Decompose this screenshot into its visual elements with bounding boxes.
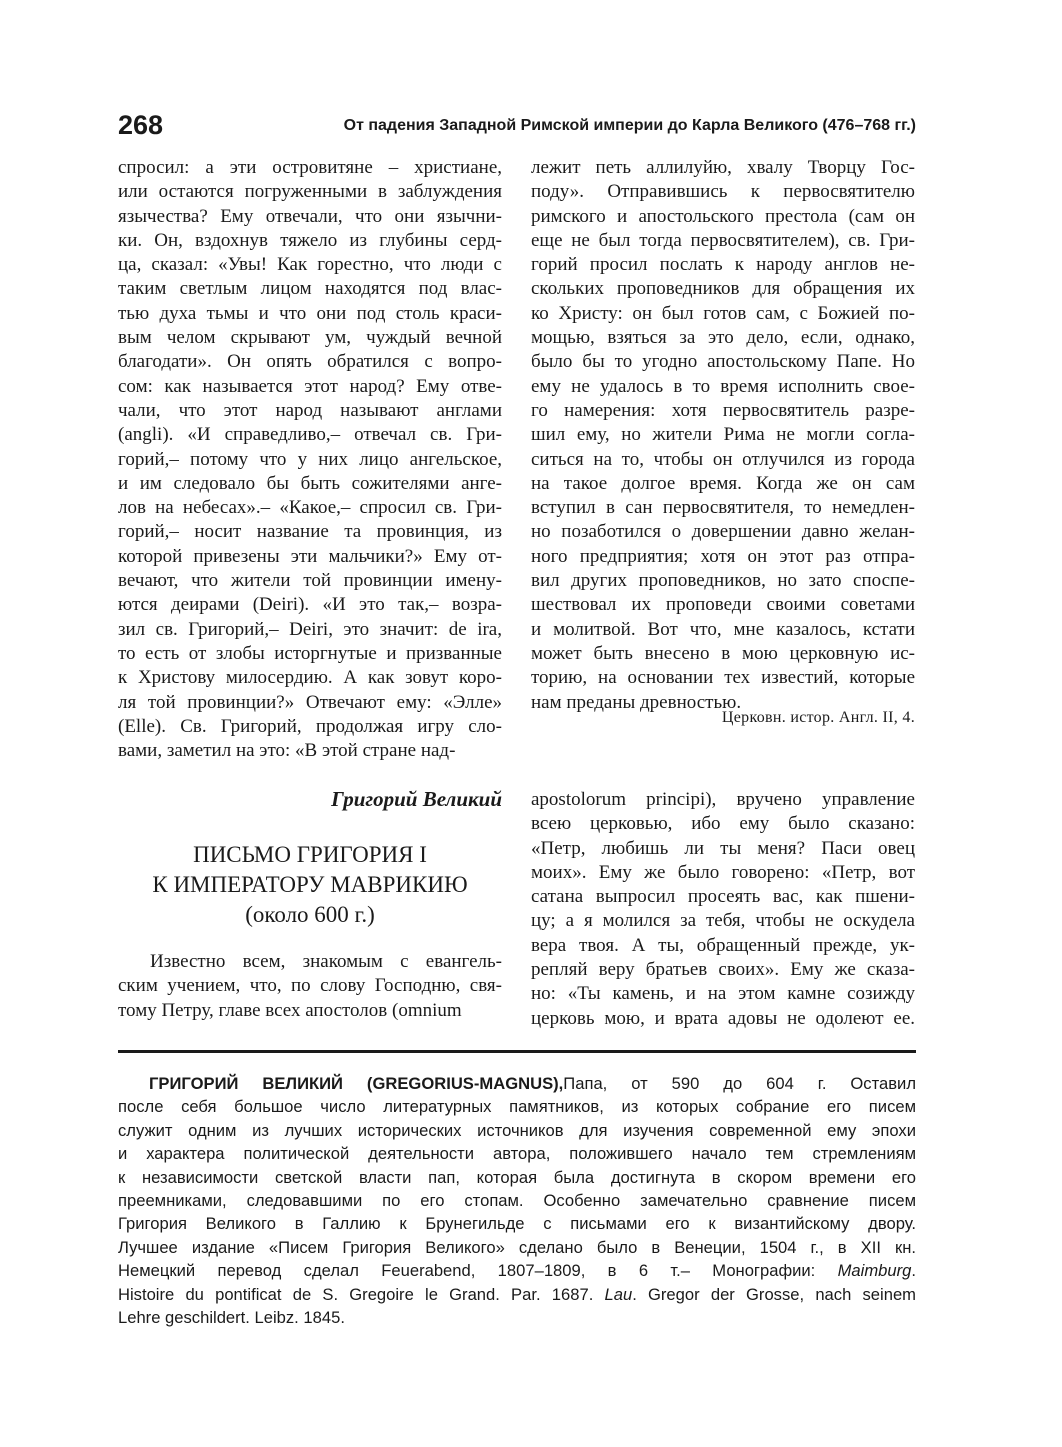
text-line: «Петр, любишь ли ты меня? Паси овец — [531, 837, 915, 859]
page-number: 268 — [118, 110, 164, 140]
text-line: лежит петь аллилуйю, хвалу Творцу Гос- — [531, 157, 915, 178]
text-line: сом: как называется этот народ? Ему отве- — [118, 375, 502, 397]
text-line: шил ему, но жители Рима не могли согла- — [531, 424, 915, 446]
text-line: цу; а я молился за тебя, чтобы не оскудела — [531, 910, 915, 932]
text-line: благодати». Он опять обратился с вопро- — [118, 351, 502, 373]
text-line: вступил в сан первосвятителя, то немедлен- — [531, 497, 915, 519]
text-line: горий просил послать к народу англов не- — [531, 254, 915, 276]
text-line: ля той провинции?» Отвечают ему: «Элле» — [118, 691, 502, 713]
text-line: скольких проповедников для обращения их — [531, 278, 915, 300]
text-line: но позаботился о довершении давно желан- — [531, 521, 915, 543]
text-line: еще не был тогда первосвятителем), св. Гри- — [531, 229, 915, 251]
text-line: поду». Отправившись к первосвятителю — [531, 181, 915, 203]
text-line: которой привезены эти мальчики?» Ему от- — [118, 545, 502, 567]
letter-author: Григорий Великий — [331, 787, 502, 811]
excerpt-right-column — [531, 156, 915, 715]
bio-line — [118, 1072, 916, 1095]
text-line: лов на небесах».– «Какое,– спросил св. Гри- — [118, 497, 502, 519]
bio-heading-rest: Папа, от 590 до 604 г. Оставил — [563, 1074, 916, 1093]
bio-line: служит одним из лучших исторических источников для изучения современной ему эпохи — [118, 1120, 916, 1140]
bio-line: Lehre geschildert. Leibz. 1845. — [118, 1308, 345, 1328]
text-line: (angli). «И справедливо,– отвечал св. Гри- — [118, 424, 502, 446]
text-line: ко Христу: он был готов сам, с Божией по- — [531, 302, 915, 324]
text-line: ются деирами (Deiri). «И это так,– возра- — [118, 594, 502, 616]
text-line: го намерения: хотя первосвятитель разре- — [531, 399, 915, 421]
letter-title-date: (около 600 г.) — [245, 902, 375, 927]
text-line: ца, сказал: «Увы! Как горестно, что люди с — [118, 254, 502, 276]
text-line: ским учением, что, по слову Господню, свя- — [118, 975, 502, 997]
text-line: к Христову милосердию. А как зовут коро- — [118, 667, 502, 689]
excerpt-left-column — [118, 156, 502, 763]
text-line: ки. Он, вздохнув тяжело из глубины серд- — [118, 229, 502, 251]
letter-right-column — [531, 788, 915, 1031]
bio-text: . — [911, 1261, 916, 1281]
text-line: может быть внесено в мою церковную ис- — [531, 642, 915, 664]
section-divider — [118, 1050, 916, 1053]
text-line: горий,– потому что у них лицо ангельское, — [118, 448, 502, 470]
text-line: язычества? Ему отвечали, что они язычни- — [118, 205, 502, 227]
running-head: От падения Западной Римской империи до Карла Великого (476–768 гг.) — [343, 117, 916, 134]
bio-text: Histoire du pontificat de S. Gregoire le Grand. Par. 1687. — [118, 1284, 605, 1304]
letter-title — [118, 840, 502, 930]
letter-title-line: К ИМПЕРАТОРУ МАВРИКИЮ — [152, 872, 468, 897]
text-line: сатана выпросил просеять вас, как пшени- — [531, 886, 915, 908]
bio-author-name: Maimburg — [837, 1261, 912, 1281]
text-line: церковь мою, и врата адовы не одолеют ее. — [531, 1007, 915, 1029]
letter-intro — [118, 950, 502, 1023]
text-line: но: «Ты камень, и на этом камне созижду — [531, 983, 915, 1005]
text-line: таким светлым лицом находятся под влас- — [118, 278, 502, 300]
text-line: на такое долгое время. Когда же он сам — [531, 472, 915, 494]
text-line: и молитвой. Вот что, мне казалось, кстати — [531, 618, 915, 640]
bio-text: Немецкий перевод сделал Feuerabend, 1807–1809, в 6 т.– Монографии: — [118, 1261, 838, 1281]
author-biography — [118, 1072, 916, 1329]
text-line: Известно всем, знакомым с евангель- — [150, 951, 502, 972]
text-line: вера твоя. А ты, обращенный прежде, ук- — [531, 934, 915, 956]
text-line: или остаются погруженными в заблуждения — [118, 181, 502, 203]
text-line: вечают, что жители той провинции имену- — [118, 570, 502, 592]
text-line: и им следовало бы быть сожителями анге- — [118, 472, 502, 494]
page-header — [118, 108, 916, 144]
text-line: ситься на то, чтобы он отлучился из города — [531, 448, 915, 470]
bio-line: и характера политической деятельности автора, положившего начало тем стремлениям — [118, 1144, 916, 1164]
text-line: тью духа тьмы и что они под столь краси- — [118, 302, 502, 324]
bio-line: Григория Великого в Галлию к Брунегильде с письмами его к византийскому двору. — [118, 1214, 916, 1234]
bio-heading: ГРИГОРИЙ ВЕЛИКИЙ (GREGORIUS-MAGNUS), — [149, 1074, 564, 1093]
text-line: мощью, взяться за это дело, если, однако, — [531, 327, 915, 349]
text-line: вым челом скрывают ум, чуждый вечной — [118, 327, 502, 349]
text-line: ему не удалось в то время исполнить свое- — [531, 375, 915, 397]
text-line: торию, на основании тех известий, которые — [531, 667, 915, 689]
text-line: всею церковью, ибо ему было сказано: — [531, 813, 915, 835]
bio-line — [118, 1259, 916, 1282]
text-line: вами, заметил на это: «В этой стране над- — [118, 740, 456, 762]
source-citation: Церковн. истор. Англ. II, 4. — [721, 709, 915, 726]
text-line: чали, что этот народ называют англами — [118, 399, 502, 421]
bio-line: после себя большое число литературных памятников, из которых собрание его писем — [118, 1097, 916, 1117]
letter-title-line: ПИСЬМО ГРИГОРИЯ I — [193, 842, 427, 867]
text-line: тому Петру, главе всех апостолов (omnium — [118, 999, 462, 1021]
bio-line: преемниками, следовавшими по его стопам. Особенно замечательно сравнение писем — [118, 1191, 916, 1211]
text-line: было бы то угодно апостольскому Папе. Но — [531, 351, 915, 373]
bio-author-name: Lau — [604, 1284, 633, 1304]
bio-text: . Gregor der Grosse, nach seinem — [632, 1284, 916, 1304]
bio-line — [118, 1283, 916, 1306]
text-line: то есть от злобы исторгнутые и призванные — [118, 642, 502, 664]
text-line: (Elle). Св. Григорий, продолжая игру сло- — [118, 715, 502, 737]
text-line: нам преданы древностью. — [531, 691, 742, 713]
text-line: римского и апостольского престола (сам он — [531, 205, 915, 227]
bio-line: к независимости светской власти пап, которая была достигнута в скором времени его — [118, 1167, 916, 1187]
text-line: зил св. Григорий,– Deiri, это значит: de ira, — [118, 618, 502, 640]
text-line: репляй веру братьев своих». Ему же сказа- — [531, 959, 915, 981]
text-line: вил других проповедников, но зато споспе- — [531, 570, 915, 592]
text-line: ного предприятия; хотя он этот раз отпра- — [531, 545, 915, 567]
text-line: моих». Ему же было говорено: «Петр, вот — [531, 861, 915, 883]
text-line: горий,– носит название та провинция, из — [118, 521, 502, 543]
bio-line: Лучшее издание «Писем Григория Великого» сделано было в Венеции, 1504 г., в XII кн. — [118, 1237, 916, 1257]
text-line: apostolorum principi), вручено управление — [531, 789, 915, 810]
text-line: спросил: а эти островитяне – христиане, — [118, 157, 502, 178]
text-line: шествовал их проповеди своими советами — [531, 594, 915, 616]
